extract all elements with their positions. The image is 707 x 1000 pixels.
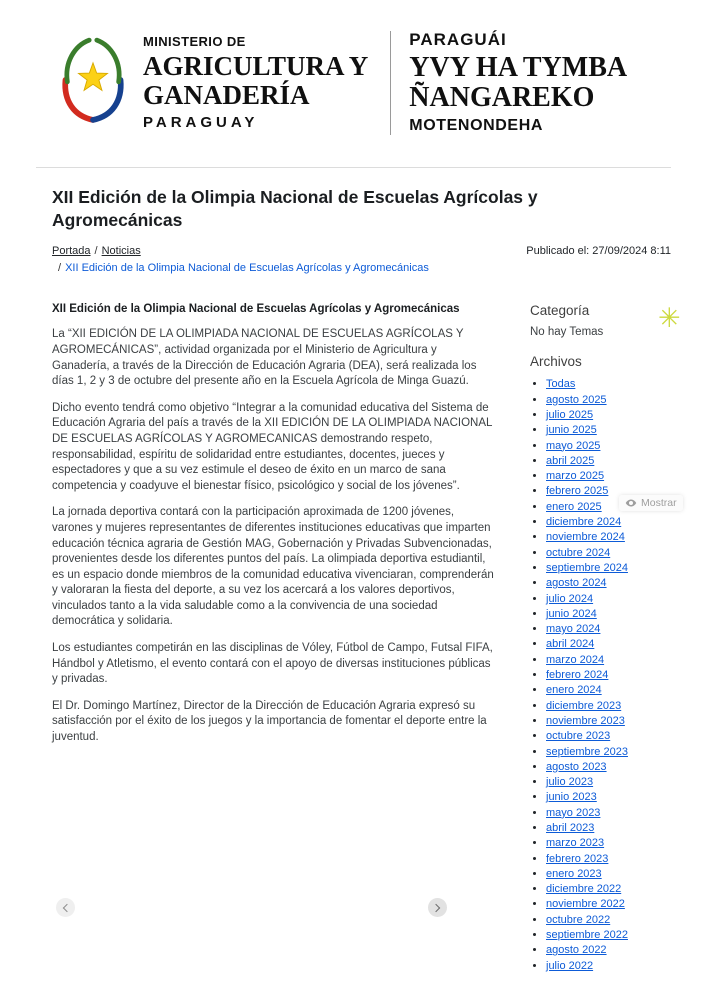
logo-line: PARAGUAY	[143, 113, 259, 131]
archive-list-item	[546, 669, 687, 681]
logo-line: MINISTERIO DE	[143, 34, 246, 50]
article-heading: XII Edición de la Olimpia Nacional de Escuelas Agrícolas y Agromecánicas	[52, 303, 460, 316]
archive-link[interactable]: julio 2022	[546, 959, 594, 972]
accessibility-widget-icon[interactable]: ✳	[658, 303, 681, 333]
archive-link[interactable]: agosto 2025	[546, 393, 607, 406]
archives-list	[530, 378, 687, 971]
logo-line: MOTENONDEHA	[409, 116, 544, 134]
logo-line: YVY HA TYMBA	[409, 52, 628, 84]
published-date: Publicado el: 27/09/2024 8:11	[526, 244, 671, 257]
archive-list-item	[546, 608, 687, 620]
logo-line: ÑANGAREKO	[409, 82, 595, 113]
archive-list-item	[546, 853, 687, 865]
archive-link[interactable]: diciembre 2022	[546, 883, 622, 896]
eye-icon	[625, 497, 637, 509]
archive-link[interactable]: abril 2025	[546, 454, 595, 467]
archive-list-item	[546, 623, 687, 635]
archive-link[interactable]: julio 2023	[546, 776, 594, 789]
archive-list-item	[546, 547, 687, 559]
archive-link[interactable]: julio 2025	[546, 408, 594, 421]
site-header	[0, 0, 707, 161]
archive-list-item	[546, 562, 687, 574]
archive-link[interactable]: febrero 2025	[546, 485, 609, 498]
category-empty-text: No hay Temas	[530, 326, 604, 339]
archive-list-item	[546, 409, 687, 421]
breadcrumb-current[interactable]: XII Edición de la Olimpia Nacional de Escuelas Agrícolas y Agromecánicas	[65, 262, 429, 275]
meta-row	[52, 244, 671, 278]
archive-link[interactable]: marzo 2025	[546, 470, 605, 483]
archive-list-item	[546, 807, 687, 819]
archive-link[interactable]: marzo 2024	[546, 653, 605, 666]
archive-link[interactable]: septiembre 2023	[546, 745, 628, 758]
archive-list-item	[546, 424, 687, 436]
carousel-prev-button[interactable]	[56, 898, 75, 917]
archive-link[interactable]: julio 2024	[546, 592, 594, 605]
archive-link[interactable]: Todas	[546, 378, 576, 391]
archive-link[interactable]: agosto 2022	[546, 944, 607, 957]
archive-list-item	[546, 394, 687, 406]
archive-link[interactable]: noviembre 2024	[546, 531, 625, 544]
archive-link[interactable]: enero 2025	[546, 500, 602, 513]
archive-list-item	[546, 776, 687, 788]
page-title: XII Edición de la Olimpia Nacional de Escuelas Agrícolas y Agromecánicas	[52, 187, 538, 230]
breadcrumb-separator: /	[94, 244, 98, 257]
archive-link[interactable]: febrero 2023	[546, 852, 609, 865]
archive-link[interactable]: mayo 2025	[546, 439, 601, 452]
logo-line: PARAGUÁI	[409, 30, 507, 50]
archive-list-item	[546, 837, 687, 849]
mag-logo[interactable]	[55, 30, 131, 135]
archive-list-item	[546, 715, 687, 727]
logo-line: GANADERÍA	[143, 80, 310, 110]
content-columns	[52, 303, 687, 975]
show-label: Mostrar	[641, 497, 677, 509]
archive-list-item	[546, 730, 687, 742]
accessibility-show-button[interactable]	[619, 495, 683, 511]
chevron-left-icon	[63, 903, 71, 911]
archive-list-item	[546, 531, 687, 543]
archive-list-item	[546, 883, 687, 895]
archive-list-item	[546, 822, 687, 834]
archive-list-item	[546, 898, 687, 910]
archive-link[interactable]: junio 2024	[546, 607, 597, 620]
coat-of-arms-icon	[55, 30, 131, 130]
article-paragraph: El Dr. Domingo Martínez, Director de la Dirección de Educación Agraria expresó su satisfacción por el éxito de los juegos y la importancia de fomentar el deporte entre la juventud.	[52, 699, 487, 744]
archive-link[interactable]: enero 2024	[546, 684, 602, 697]
header-divider	[36, 167, 671, 168]
archive-link[interactable]: agosto 2023	[546, 760, 607, 773]
archive-list-item	[546, 960, 687, 972]
archive-list-item	[546, 761, 687, 773]
archive-link[interactable]: septiembre 2024	[546, 561, 628, 574]
article-paragraph: Dicho evento tendrá como objetivo “Integrar a la comunidad educativa del Sistema de Educación Agraria del país a través de la XII EDICIÓN DE LA OLIMPIADA NACIONAL DE ESCUELAS AGRÍCOLAS Y AGROMECANICAS demostrando respeto, responsabilidad, espíritu de solidaridad entre estudiantes, docentes, jueces y espectadores y que a su vez estimule el deseo de éxito en un marco de sana competencia y coadyuve el bienestar físico, psicológico y social de los jóvenes”.	[52, 401, 492, 492]
article-paragraph: La “XII EDICIÓN DE LA OLIMPIADA NACIONAL DE ESCUELAS AGRÍCOLAS Y AGROMECÁNICAS”, actividad organizada por el Ministerio de Agricultura y Ganadería, a través de la Dirección de Educación Agraria (DEA), será realizada los días 1, 2 y 3 de octubre del presente año en la Escuela Agrícola de Minga Guazú.	[52, 328, 477, 388]
archive-list-item	[546, 868, 687, 880]
archive-list-item	[546, 440, 687, 452]
breadcrumb-row	[52, 244, 429, 260]
archive-list-item	[546, 914, 687, 926]
archive-link[interactable]: septiembre 2022	[546, 929, 628, 942]
breadcrumb	[52, 244, 429, 278]
archive-link[interactable]: febrero 2024	[546, 669, 609, 682]
archive-list-item	[546, 470, 687, 482]
archive-link[interactable]: mayo 2023	[546, 806, 601, 819]
logo-text-spanish	[143, 35, 368, 129]
archive-list-item	[546, 577, 687, 589]
header-vertical-divider	[390, 31, 391, 135]
archive-list-item	[546, 516, 687, 528]
archive-link[interactable]: junio 2025	[546, 424, 597, 437]
article-paragraph: La jornada deportiva contará con la participación aproximada de 1200 jóvenes, varones y mujeres representantes de diferentes instituciones educativas que imparten educación técnica agraria de Gestión MAG, Gobernación y Privadas Subvencionadas, provenientes desde los diferentes puntos del país. La olimpiada deportiva estudiantil, es un espacio donde miembros de la comunidad educativa vivenciaran, comprenderán y valoraran la fiesta del deporte, a su vez los acercará a los valores deportivos, vinculados tanto a la vida saludable como a la convivencia de una sociedad democrática y solidaria.	[52, 506, 494, 628]
breadcrumb-separator: /	[58, 262, 62, 275]
archive-link[interactable]: abril 2023	[546, 821, 595, 834]
carousel-next-button[interactable]	[428, 898, 447, 917]
archive-link[interactable]: noviembre 2023	[546, 714, 625, 727]
article	[52, 303, 497, 975]
archive-list-item	[546, 700, 687, 712]
archive-link[interactable]: octubre 2024	[546, 546, 611, 559]
archive-link[interactable]: diciembre 2024	[546, 516, 622, 529]
archive-list-item	[546, 791, 687, 803]
archive-link[interactable]: junio 2023	[546, 791, 597, 804]
archive-list-item	[546, 684, 687, 696]
archive-list-item	[546, 929, 687, 941]
breadcrumb-noticias-link[interactable]: Noticias	[101, 244, 141, 257]
archive-link[interactable]: octubre 2022	[546, 913, 611, 926]
archive-list-item	[546, 746, 687, 758]
archive-link[interactable]: diciembre 2023	[546, 699, 622, 712]
archive-link[interactable]: abril 2024	[546, 638, 595, 651]
archive-link[interactable]: octubre 2023	[546, 730, 611, 743]
breadcrumb-row	[52, 261, 429, 277]
logo-line: AGRICULTURA Y	[143, 51, 369, 82]
chevron-right-icon	[432, 903, 440, 911]
archive-link[interactable]: agosto 2024	[546, 577, 607, 590]
article-body	[52, 327, 497, 745]
archives-title: Archivos	[530, 354, 582, 370]
archive-link[interactable]: marzo 2023	[546, 837, 605, 850]
logo-text-guarani	[409, 31, 627, 133]
archive-list-item	[546, 455, 687, 467]
archive-list-item	[546, 654, 687, 666]
archive-link[interactable]: mayo 2024	[546, 623, 601, 636]
sidebar	[497, 303, 687, 975]
archive-list-item	[546, 378, 687, 390]
archive-link[interactable]: enero 2023	[546, 867, 602, 880]
archive-list-item	[546, 593, 687, 605]
archive-list-item	[546, 638, 687, 650]
archive-link[interactable]: noviembre 2022	[546, 898, 625, 911]
article-paragraph: Los estudiantes competirán en las disciplinas de Vóley, Fútbol de Campo, Futsal FIFA, Hándbol y Atletismo, el evento contará con el apoyo de diversas instituciones públicas y privadas.	[52, 642, 493, 686]
archive-list-item	[546, 944, 687, 956]
breadcrumb-portada-link[interactable]: Portada	[52, 244, 91, 257]
category-title: Categoría	[530, 303, 590, 319]
